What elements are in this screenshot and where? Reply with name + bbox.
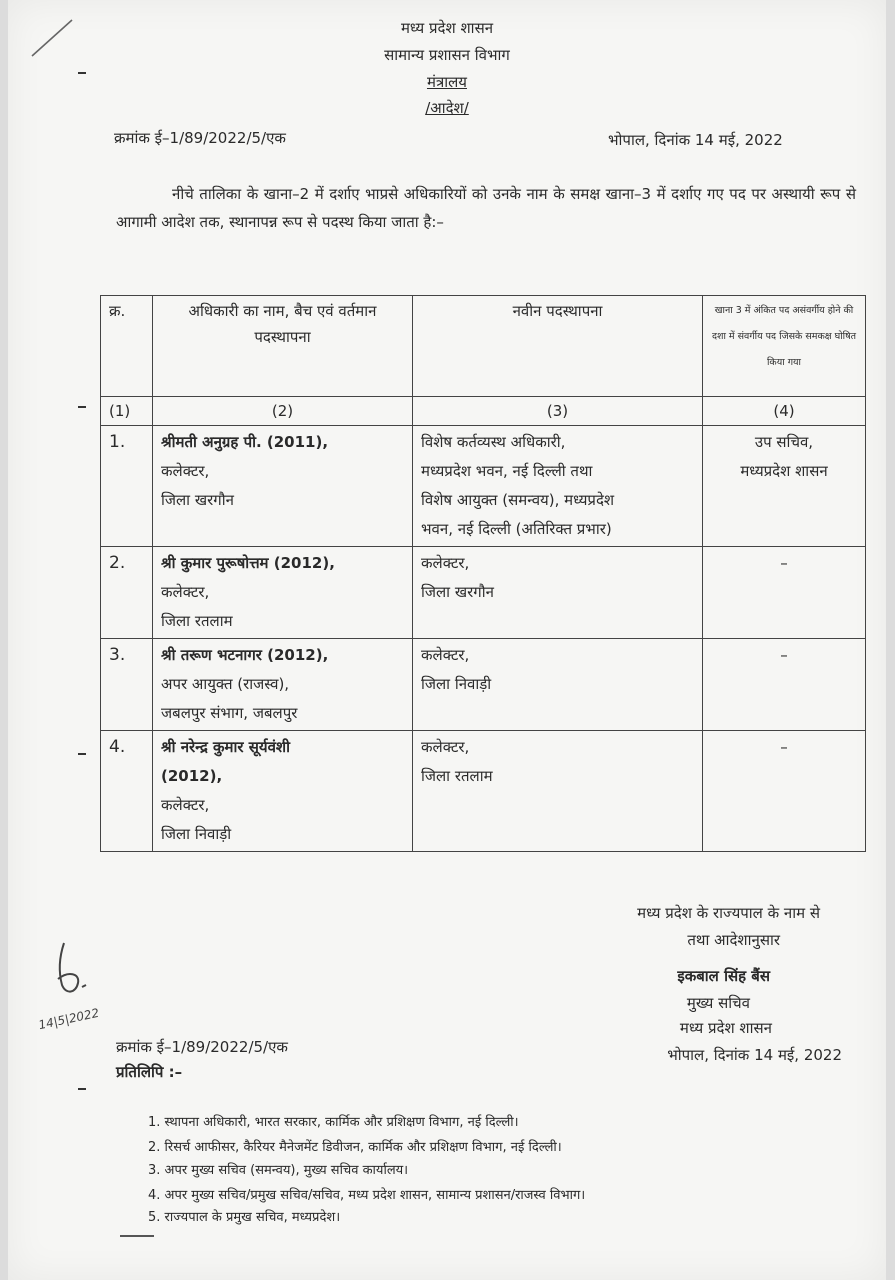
handwritten-initials — [46, 935, 106, 1005]
officer-current: जबलपुर संभाग, जबलपुर — [161, 704, 298, 722]
equivalent-line: उप सचिव, — [754, 433, 814, 451]
equivalent-cell — [703, 426, 866, 547]
table-number-row — [101, 397, 866, 426]
col-number: (3) — [413, 397, 703, 426]
new-posting-line: कलेक्टर, — [421, 554, 470, 572]
authority-line: तथा आदेशानुसार — [687, 931, 780, 949]
new-posting-cell — [413, 547, 703, 639]
col-number: (1) — [101, 397, 153, 426]
intro-paragraph: नीचे तालिका के खाना–2 में दर्शाए भाप्रसे अधिकारियों को उनके नाम के समक्ष खाना–3 में दर्शाए गए पद पर अस्थायी रूप से आगामी आदेश तक, स्थानापन्न रूप से पदस्थ किया जाता है:– — [116, 185, 856, 231]
copy-label: प्रतिलिपि :– — [116, 1063, 183, 1081]
row-sno: 1. — [101, 426, 153, 547]
officer-current: कलेक्टर, — [161, 796, 210, 814]
officer-current: जिला खरगौन — [161, 491, 234, 509]
copy-list-item: 4. अपर मुख्य सचिव/प्रमुख सचिव/सचिव, मध्य प्रदेश शासन, सामान्य प्रशासन/राजस्व विभाग। — [148, 1188, 586, 1203]
authority-line: मध्य प्रदेश के राज्यपाल के नाम से — [637, 904, 820, 922]
row-sno: 3. — [101, 639, 153, 731]
order-number: क्रमांक ई–1/89/2022/5/एक — [114, 129, 286, 147]
officer-current: जिला रतलाम — [161, 612, 233, 630]
header-government: मध्य प्रदेश शासन — [400, 19, 494, 37]
table-row — [101, 731, 866, 852]
equivalent-cell: – — [703, 731, 866, 852]
signatory-office: मध्य प्रदेश शासन — [679, 1019, 772, 1037]
copy-list-item: 1. स्थापना अधिकारी, भारत सरकार, कार्मिक और प्रशिक्षण विभाग, नई दिल्ली। — [148, 1115, 519, 1130]
new-posting-cell — [413, 639, 703, 731]
table-row — [101, 639, 866, 731]
new-posting-line: कलेक्टर, — [421, 646, 470, 664]
officer-batch: (2012), — [161, 767, 223, 785]
signatory-name: इकबाल सिंह बैंस — [677, 967, 770, 985]
new-posting-line: जिला खरगौन — [421, 583, 494, 601]
header-ministry: मंत्रालय — [426, 73, 467, 91]
margin-mark — [78, 406, 86, 408]
row-sno: 4. — [101, 731, 153, 852]
handwritten-date: 14|5|2022 — [37, 1005, 101, 1033]
officer-name: श्री कुमार पुरूषोत्तम (2012), — [161, 554, 335, 572]
new-posting-line: विशेष आयुक्त (समन्वय), मध्यप्रदेश — [421, 491, 615, 509]
officer-current: जिला निवाड़ी — [161, 825, 232, 843]
officer-cell — [153, 731, 413, 852]
officer-cell — [153, 547, 413, 639]
end-dash — [120, 1235, 154, 1237]
header-order — [8, 98, 886, 118]
new-posting-line: भवन, नई दिल्ली (अतिरिक्त प्रभार) — [421, 520, 612, 538]
new-posting-line: विशेष कर्तव्यस्थ अधिकारी, — [421, 433, 566, 451]
copy-order-date: भोपाल, दिनांक 14 मई, 2022 — [667, 1046, 842, 1064]
margin-mark — [78, 1088, 86, 1090]
table-row — [101, 426, 866, 547]
posting-table — [100, 295, 866, 852]
table-row — [101, 547, 866, 639]
officer-name: श्रीमती अनुग्रह पी. (2011), — [161, 433, 329, 451]
order-date: भोपाल, दिनांक 14 मई, 2022 — [608, 131, 783, 149]
new-posting-cell — [413, 731, 703, 852]
officer-name: श्री नरेन्द्र कुमार सूर्यवंशी — [161, 738, 291, 756]
col-number: (4) — [703, 397, 866, 426]
copy-list-item: 3. अपर मुख्य सचिव (समन्वय), मुख्य सचिव कार्यालय। — [148, 1163, 409, 1178]
officer-current: अपर आयुक्त (राजस्व), — [161, 675, 290, 693]
equivalent-cell: – — [703, 547, 866, 639]
copy-list-item: 2. रिसर्च आफीसर, कैरियर मैनेजमेंट डिवीजन, कार्मिक और प्रशिक्षण विभाग, नई दिल्ली। — [148, 1140, 562, 1155]
new-posting-line: कलेक्टर, — [421, 738, 470, 756]
copy-list-item: 5. राज्यपाल के प्रमुख सचिव, मध्यप्रदेश। — [148, 1210, 341, 1225]
officer-current: कलेक्टर, — [161, 462, 210, 480]
new-posting-cell — [413, 426, 703, 547]
col-header-new-posting: नवीन पदस्थापना — [413, 296, 703, 397]
col-header-officer: अधिकारी का नाम, बैच एवं वर्तमान पदस्थापना — [153, 296, 413, 397]
new-posting-line: जिला रतलाम — [421, 767, 493, 785]
equivalent-line: मध्यप्रदेश शासन — [740, 462, 828, 480]
officer-cell — [153, 639, 413, 731]
officer-name: श्री तरूण भटनागर (2012), — [161, 646, 329, 664]
margin-mark — [78, 753, 86, 755]
col-header-sno: क्र. — [101, 296, 153, 397]
col-number: (2) — [153, 397, 413, 426]
officer-cell — [153, 426, 413, 547]
copy-order-number: क्रमांक ई–1/89/2022/5/एक — [116, 1038, 288, 1056]
officer-current: कलेक्टर, — [161, 583, 210, 601]
table-header-row — [101, 296, 866, 397]
new-posting-line: जिला निवाड़ी — [421, 675, 492, 693]
order-title: /आदेश/ — [425, 99, 469, 117]
equivalent-cell: – — [703, 639, 866, 731]
col-header-equivalent: खाना 3 में अंकित पद असंवर्गीय होने की दशा में संवर्गीय पद जिसके समकक्ष घोषित किया गया — [703, 296, 866, 397]
document-page — [8, 0, 886, 1280]
header-department: सामान्य प्रशासन विभाग — [384, 46, 510, 64]
signatory-designation: मुख्य सचिव — [686, 994, 750, 1012]
new-posting-line: मध्यप्रदेश भवन, नई दिल्ली तथा — [421, 462, 593, 480]
row-sno: 2. — [101, 547, 153, 639]
